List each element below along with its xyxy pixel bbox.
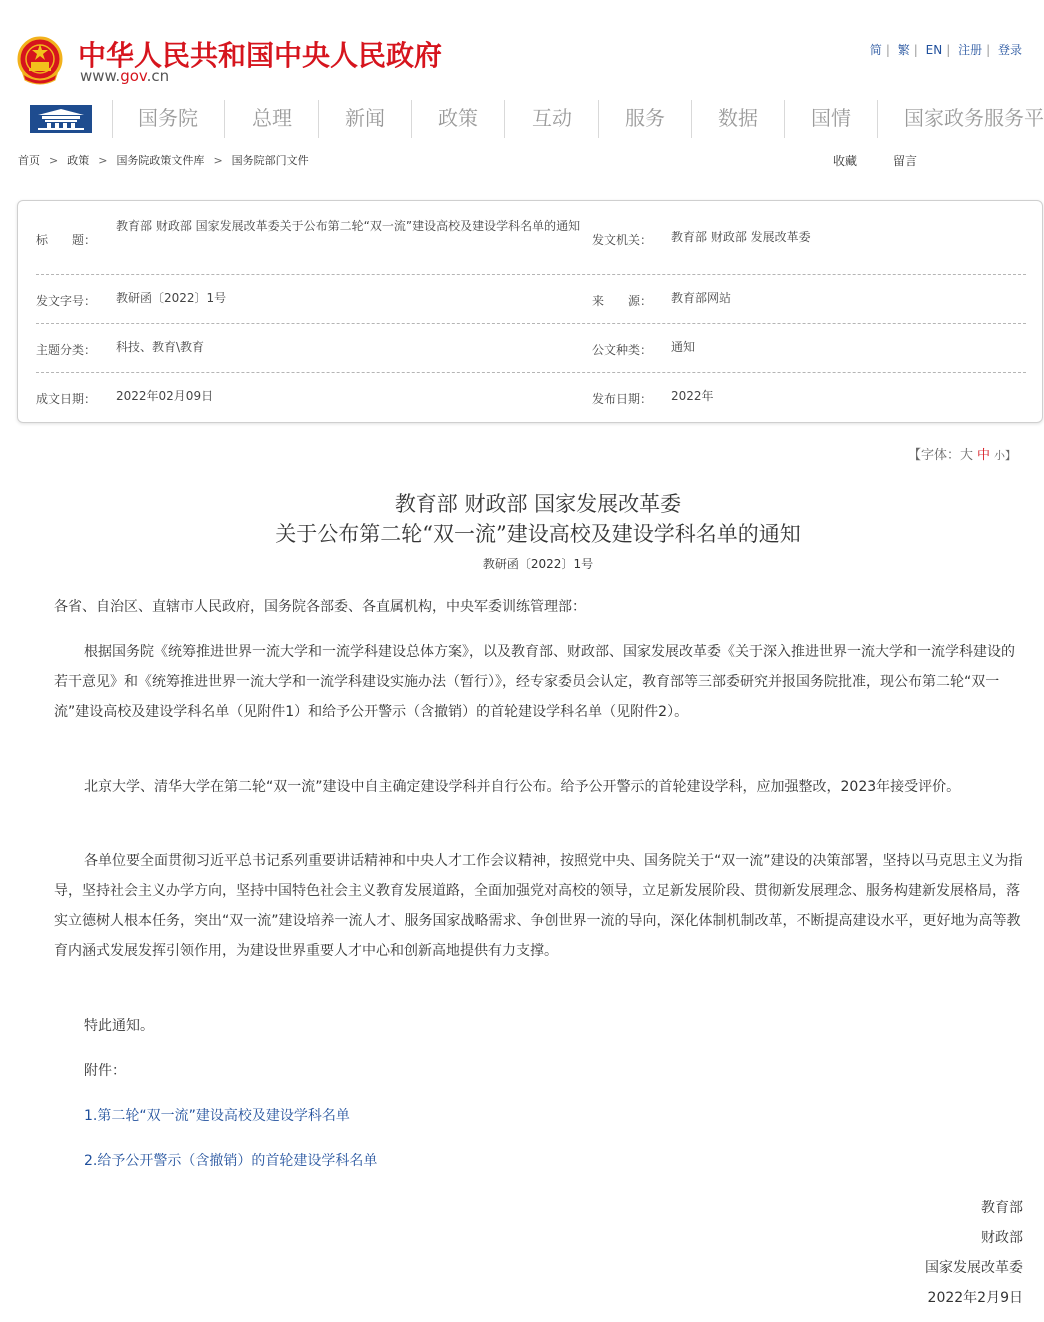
breadcrumb-arrow-icon: >	[98, 154, 108, 167]
document-title-line2: 关于公布第二轮“双一流”建设高校及建设学科名单的通知	[275, 522, 801, 546]
info-title-label: 标 题：	[36, 233, 97, 247]
font-size-control	[908, 444, 1016, 463]
info-published-date-value: 2022年	[671, 389, 714, 403]
breadcrumb	[18, 152, 309, 168]
url-prefix: www.	[80, 67, 121, 85]
toplink-traditional[interactable]: 繁	[897, 43, 910, 57]
font-size-prefix: 【字体：	[908, 448, 961, 463]
info-title-value: 教育部 财政部 国家发展改革委关于公布第二轮“双一流”建设高校及建设学科名单的通知	[116, 219, 581, 233]
favorite-link[interactable]: 收藏	[833, 154, 858, 168]
nav-divider	[112, 100, 113, 138]
nav-item-interaction[interactable]: 互动	[532, 106, 572, 130]
nav-item-data[interactable]: 数据	[718, 106, 758, 130]
font-size-small[interactable]: 小】	[994, 449, 1017, 462]
toplink-simplified[interactable]: 简	[869, 43, 882, 57]
info-issuer-label: 发文机关：	[592, 233, 653, 247]
nav-item-premier[interactable]: 总理	[252, 106, 292, 130]
info-issuer-value: 教育部 财政部 发展改革委	[671, 230, 811, 244]
font-size-large[interactable]: 大	[960, 448, 974, 463]
url-suffix: .cn	[146, 67, 170, 85]
site-header	[0, 0, 1044, 96]
message-link[interactable]: 留言	[893, 154, 918, 168]
info-doc-no-value: 教研函〔2022〕1号	[116, 291, 227, 305]
info-divider	[36, 274, 1026, 275]
site-title[interactable]: 中华人民共和国中央人民政府	[78, 39, 443, 72]
signature-date: 2022年2月9日	[927, 1290, 1023, 1306]
document-info-box	[17, 200, 1043, 423]
nav-item-services[interactable]: 服务	[625, 106, 665, 130]
body-paragraph-2: 北京大学、清华大学在第二轮“双一流”建设中自主确定建设学科并自行公布。给予公开警示的首轮建设学科，应加强整改，2023年接受评价。	[84, 779, 961, 795]
toplink-english[interactable]: EN	[925, 43, 943, 57]
attachments-label: 附件：	[84, 1063, 126, 1079]
url-gov: gov	[120, 67, 147, 85]
salutation: 各省、自治区、直辖市人民政府，国务院各部委、各直属机构，中央军委训练管理部：	[54, 599, 586, 615]
info-written-date-label: 成文日期：	[36, 392, 97, 406]
document-title-line1: 教育部 财政部 国家发展改革委	[394, 492, 682, 516]
signature-ndrc: 国家发展改革委	[925, 1260, 1023, 1276]
body-paragraph-1: 根据国务院《统筹推进世界一流大学和一流学科建设总体方案》，以及教育部、财政部、国家发展改革委《关于深入推进世界一流大学和一流学科建设的若干意见》和《统筹推进世界一流大学和一流学科建设实施办法（暂行）》，经专家委员会认定，教育部等三部委研究并报国务院批准，现公布第二轮“双一流”建设高校及建设学科名单（见附件1）和给予公开警示（含撤销）的首轮建设学科名单（见附件2）。	[54, 644, 1015, 720]
info-published-date-label: 发布日期：	[592, 392, 653, 406]
breadcrumb-arrow-icon: >	[49, 154, 59, 167]
toplink-login[interactable]: 登录	[997, 43, 1022, 57]
font-size-medium[interactable]: 中	[977, 448, 991, 463]
info-written-date-value: 2022年02月09日	[116, 389, 214, 403]
attachment-link-2[interactable]: 2.给予公开警示（含撤销）的首轮建设学科名单	[84, 1153, 378, 1169]
info-doc-no-label: 发文字号：	[36, 294, 97, 308]
site-url[interactable]	[80, 67, 169, 85]
info-source-value: 教育部网站	[671, 291, 732, 305]
info-type-label: 公文种类：	[592, 343, 653, 357]
national-emblem-icon[interactable]	[17, 36, 63, 86]
info-topic-label: 主题分类：	[36, 343, 97, 357]
signature-moe: 教育部	[981, 1200, 1023, 1216]
info-source-label: 来 源：	[592, 294, 653, 308]
breadcrumb-arrow-icon: >	[213, 154, 223, 167]
toplink-register[interactable]: 注册	[958, 43, 983, 57]
document-number: 教研函〔2022〕1号	[482, 557, 594, 571]
info-divider	[36, 323, 1026, 324]
nav-item-gov-service-platform[interactable]: 国家政务服务平	[904, 106, 1044, 130]
nav-item-policy[interactable]: 政策	[438, 106, 478, 130]
breadcrumb-policy[interactable]: 政策	[67, 154, 90, 167]
info-divider	[36, 372, 1026, 373]
home-icon[interactable]	[30, 105, 92, 133]
nav-item-national-info[interactable]: 国情	[811, 106, 851, 130]
nav-divider	[504, 100, 505, 138]
body-paragraph-3: 各单位要全面贯彻习近平总书记系列重要讲话精神和中央人才工作会议精神，按照党中央、国务院关于“双一流”建设的决策部署，坚持以马克思主义为指导，坚持社会主义办学方向，坚持中国特色社会主义教育发展道路，全面加强党对高校的领导，立足新发展阶段、贯彻新发展理念、服务构建新发展格局，落实立德树人根本任务，突出“双一流”建设培养一流人才、服务国家战略需求、争创世界一流的导向，深化体制机制改革，不断提高建设水平，更好地为高等教育内涵式发展发挥引领作用，为建设世界重要人才中心和创新高地提供有力支撑。	[54, 853, 1023, 959]
nav-divider	[877, 100, 878, 138]
nav-item-news[interactable]: 新闻	[345, 106, 385, 130]
closing-text: 特此通知。	[84, 1018, 154, 1034]
breadcrumb-policy-library[interactable]: 国务院政策文件库	[116, 154, 205, 167]
attachment-link-1[interactable]: 1.第二轮“双一流”建设高校及建设学科名单	[84, 1108, 350, 1124]
info-topic-value: 科技、教育\教育	[116, 340, 205, 354]
breadcrumb-department-docs[interactable]: 国务院部门文件	[231, 154, 309, 167]
signature-mof: 财政部	[981, 1230, 1023, 1246]
info-type-value: 通知	[671, 340, 696, 354]
nav-item-state-council[interactable]: 国务院	[138, 106, 198, 130]
breadcrumb-home[interactable]: 首页	[18, 154, 40, 167]
nav-divider	[224, 100, 225, 138]
top-links: 简 | 繁 | EN | 注册 | 登录	[869, 43, 1022, 57]
main-nav	[0, 96, 1044, 142]
